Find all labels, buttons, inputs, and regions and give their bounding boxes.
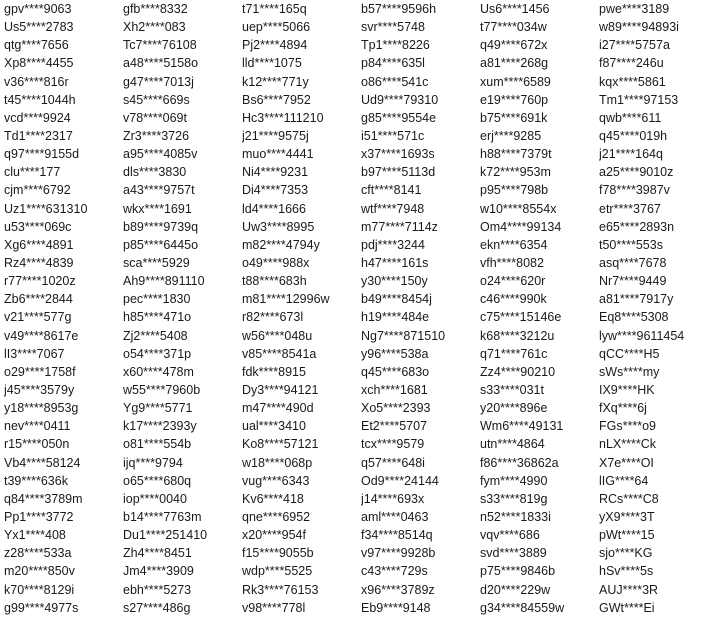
masked-entry: wkx****1691 [123, 201, 192, 216]
masked-entry: Dy3****94121 [242, 382, 319, 397]
masked-entry: Ud9****79310 [361, 92, 439, 107]
masked-entry: a43****9757t [123, 183, 195, 198]
masked-entry: RCs****C8 [599, 491, 659, 506]
masked-entry: y20****896e [480, 401, 548, 416]
masked-entry: muo****4441 [242, 147, 314, 162]
masked-entry: g85****9554e [361, 110, 437, 125]
masked-entry: v21****577g [4, 310, 72, 325]
masked-entry: s45****669s [123, 92, 190, 107]
masked-entry: f15****9055b [242, 546, 314, 561]
masked-entry: xch****1681 [361, 382, 428, 397]
masked-entry: o86****541c [361, 74, 429, 89]
masked-entry: sWs****my [599, 364, 660, 379]
masked-entry: svr****5748 [361, 20, 425, 35]
masked-entry: Us5****2783 [4, 20, 74, 35]
masked-entry: Ah9****891110 [123, 274, 205, 289]
masked-entry: f34****8514q [361, 528, 433, 543]
masked-entry: Xg6****4891 [4, 237, 74, 252]
masked-entry: n52****1833i [480, 509, 551, 524]
masked-entry: clu****177 [4, 165, 61, 180]
masked-entry: cjm****6792 [4, 183, 71, 198]
masked-entry: ebh****5273 [123, 582, 192, 597]
masked-entry: w18****068p [242, 455, 313, 470]
masked-entry: v49****8617e [4, 328, 79, 343]
masked-entry: Zz4****90210 [480, 364, 556, 379]
masked-entry: vug****6343 [242, 473, 310, 488]
masked-entry: c46****990k [480, 292, 547, 307]
masked-entry: s33****031t [480, 382, 544, 397]
masked-entry: h85****471o [123, 310, 192, 325]
masked-entry: Xo5****2393 [361, 401, 431, 416]
masked-entry: e65****2893n [599, 219, 675, 234]
masked-entry: e19****760p [480, 92, 549, 107]
masked-entry: Yg9****5771 [123, 401, 193, 416]
masked-entry: s33****819g [480, 491, 548, 506]
masked-entry: xum****6589 [480, 74, 551, 89]
masked-entry: u53****069c [4, 219, 72, 234]
masked-entry: Bs6****7952 [242, 92, 311, 107]
masked-entry: k72****953m [480, 165, 551, 180]
masked-entry: j45****3579y [4, 382, 75, 397]
masked-entry: etr****3767 [599, 201, 661, 216]
masked-entry: asq****7678 [599, 255, 667, 270]
masked-entry: Wm6****49131 [480, 419, 564, 434]
masked-entry: wdp****5525 [242, 564, 313, 579]
masked-entry: x37****1693s [361, 147, 435, 162]
masked-entry: nev****0411 [4, 419, 71, 434]
masked-entry: Nr7****9449 [599, 274, 667, 289]
masked-entry: tcx****9579 [361, 437, 425, 452]
masked-entry: Tp1****8226 [361, 38, 430, 53]
masked-entry: g99****4977s [4, 600, 79, 615]
masked-entry: b14****7763m [123, 509, 202, 524]
masked-entry: qne****6952 [242, 509, 311, 524]
masked-entry: r15****050n [4, 437, 70, 452]
masked-entry: Rz4****4839 [4, 255, 74, 270]
masked-entry: svd****3889 [480, 546, 547, 561]
masked-entry: Pp1****3772 [4, 509, 74, 524]
masked-entry: qwb****611 [599, 110, 662, 125]
masked-entry: p95****798b [480, 183, 549, 198]
masked-entry: a95****4085v [123, 147, 198, 162]
masked-entry: h88****7379t [480, 147, 552, 162]
masked-entry: t45****1044h [4, 92, 76, 107]
masked-entry: f78****3987v [599, 183, 670, 198]
masked-entry: q97****9155d [4, 147, 80, 162]
masked-entry: j14****693x [361, 491, 425, 506]
masked-entry: Ng7****871510 [361, 328, 446, 343]
masked-entry: Zj2****5408 [123, 328, 188, 343]
masked-entry: lyw****9611454 [599, 328, 685, 343]
masked-entry: qtg****7656 [4, 38, 69, 53]
masked-entry: Xh2****083 [123, 20, 186, 35]
masked-entry: vfh****8082 [480, 255, 544, 270]
masked-entry: pec****1830 [123, 292, 191, 307]
masked-entry: s27****486g [123, 600, 191, 615]
masked-entry: Du1****251410 [123, 528, 208, 543]
masked-entry: x60****478m [123, 364, 194, 379]
masked-entry: Pj2****4894 [242, 38, 308, 53]
masked-entry: x20****954f [242, 528, 306, 543]
masked-entry: r82****673l [242, 310, 304, 325]
masked-entry: pdj****3244 [361, 237, 425, 252]
masked-entry: Kv6****418 [242, 491, 304, 506]
masked-entry: dls****3830 [123, 165, 187, 180]
masked-entry: t71****165q [242, 2, 307, 16]
masked-entry: m81****12996w [242, 292, 330, 307]
masked-entry: lld****1075 [242, 56, 302, 71]
masked-entry: nLX****Ck [599, 437, 656, 452]
masked-entry: FGs****o9 [599, 419, 656, 434]
masked-entry: p75****9846b [480, 564, 556, 579]
masked-entry: AUJ****3R [599, 582, 659, 597]
masked-entry: o65****680q [123, 473, 192, 488]
masked-entry: x96****3789z [361, 582, 435, 597]
masked-entry: hSv****5s [599, 564, 654, 579]
masked-entry: gpv****9063 [4, 2, 72, 16]
masked-entry: sjo****KG [599, 546, 653, 561]
masked-entry: lIG****64 [599, 473, 649, 488]
masked-entry: t77****034w [480, 20, 547, 35]
masked-entry: a81****268g [480, 56, 549, 71]
masked-entry: kqx****5861 [599, 74, 666, 89]
masked-entry: f87****246u [599, 56, 664, 71]
masked-entry: k12****771y [242, 74, 309, 89]
masked-entry: q71****761c [480, 346, 548, 361]
masked-entry: p85****6445o [123, 237, 199, 252]
masked-entry: o81****554b [123, 437, 192, 452]
masked-entry: Rk3****76153 [242, 582, 319, 597]
masked-entry: c43****729s [361, 564, 428, 579]
masked-entry: a48****5158o [123, 56, 199, 71]
masked-entry: w55****7960b [123, 382, 201, 397]
masked-entry: b75****691k [480, 110, 548, 125]
masked-entry: k70****8129i [4, 582, 75, 597]
masked-entry: Zr3****3726 [123, 128, 190, 143]
masked-entry: m47****490d [242, 401, 314, 416]
masked-entry: m77****7114z [361, 219, 438, 234]
masked-entry: q45****019h [599, 128, 668, 143]
masked-entry: utn****4864 [480, 437, 545, 452]
masked-entry: iop****0040 [123, 491, 187, 506]
masked-entry: wtf****7948 [361, 201, 425, 216]
masked-entry: Eb9****9148 [361, 600, 431, 615]
credential-list [4, 0, 718, 617]
masked-entry: o29****1758f [4, 364, 76, 379]
masked-entry: b57****9596h [361, 2, 437, 16]
masked-entry: i27****5757a [599, 38, 670, 53]
masked-entry: t50****553s [599, 237, 663, 252]
masked-entry: m20****850v [4, 564, 75, 579]
masked-entry: Tm1****97153 [599, 92, 679, 107]
masked-entry: Vb4****58124 [4, 455, 81, 470]
masked-entry: q49****672x [480, 38, 548, 53]
masked-entry: v85****8541a [242, 346, 317, 361]
masked-entry: j21****9575j [242, 128, 309, 143]
masked-entry: Jm4****3909 [123, 564, 194, 579]
masked-entry: Om4****99134 [480, 219, 562, 234]
masked-entry: j21****164q [599, 147, 663, 162]
masked-entry: Tc7****76108 [123, 38, 197, 53]
masked-entry: lI3****7067 [4, 346, 65, 361]
masked-entry: i51****571c [361, 128, 425, 143]
masked-entry: d20****229w [480, 582, 551, 597]
masked-entry: Eq8****5308 [599, 310, 669, 325]
masked-entry: uep****5066 [242, 20, 311, 35]
masked-entry: X7e****OI [599, 455, 654, 470]
masked-entry: z28****533a [4, 546, 72, 561]
masked-entry: sca****5929 [123, 255, 190, 270]
masked-entry: b49****8454j [361, 292, 432, 307]
masked-entry: vcd****9924 [4, 110, 71, 125]
masked-entry: a81****7917y [599, 292, 674, 307]
masked-entry: erj****9285 [480, 128, 542, 143]
masked-entry: w56****048u [242, 328, 313, 343]
masked-entry: Xp8****4455 [4, 56, 74, 71]
masked-entry: cft****8141 [361, 183, 422, 198]
masked-entry: Zh4****8451 [123, 546, 192, 561]
masked-entry: o49****988x [242, 255, 310, 270]
masked-entry: m82****4794y [242, 237, 320, 252]
masked-entry: gfb****8332 [123, 2, 188, 16]
masked-entry: g47****7013j [123, 74, 194, 89]
masked-entry: q84****3789m [4, 491, 83, 506]
masked-entry: Td1****2317 [4, 128, 73, 143]
masked-entry: y30****150y [361, 274, 428, 289]
masked-entry: t88****683h [242, 274, 307, 289]
masked-entry: Zb6****2844 [4, 292, 73, 307]
masked-entry: q57****648i [361, 455, 425, 470]
masked-entry: fym****4990 [480, 473, 548, 488]
masked-entry: ekn****6354 [480, 237, 548, 252]
masked-entry: k68****3212u [480, 328, 555, 343]
masked-entry: IX9****HK [599, 382, 655, 397]
masked-entry: Us6****1456 [480, 2, 550, 16]
masked-entry: w89****94893i [599, 20, 679, 35]
masked-entry: b89****9739q [123, 219, 199, 234]
masked-entry: v97****9928b [361, 546, 436, 561]
masked-entry: pWt****15 [599, 528, 655, 543]
masked-entry: o54****371p [123, 346, 192, 361]
masked-entry: o24****620r [480, 274, 546, 289]
masked-entry: Od9****24144 [361, 473, 439, 488]
masked-entry: fXq****6j [599, 401, 647, 416]
masked-entry: h19****484e [361, 310, 430, 325]
masked-entry: Uz1****631310 [4, 201, 88, 216]
masked-entry: ual****3410 [242, 419, 306, 434]
masked-entry: h47****161s [361, 255, 429, 270]
masked-entry: ld4****1666 [242, 201, 306, 216]
masked-entry: t39****636k [4, 473, 68, 488]
masked-entry: Ko8****57121 [242, 437, 319, 452]
masked-entry: q45****683o [361, 364, 430, 379]
masked-entry: Et2****5707 [361, 419, 428, 434]
masked-entry: pwe****3189 [599, 2, 670, 16]
masked-entry: v98****778l [242, 600, 306, 615]
masked-entry: r77****1020z [4, 274, 76, 289]
masked-entry: yX9****3T [599, 509, 655, 524]
masked-entry: Hc3****111210 [242, 110, 324, 125]
masked-entry: v78****069t [123, 110, 187, 125]
masked-entry: Ni4****9231 [242, 165, 309, 180]
masked-entry: Uw3****8995 [242, 219, 315, 234]
masked-entry: aml****0463 [361, 509, 429, 524]
masked-entry: Di4****7353 [242, 183, 309, 198]
masked-entry: GWt****Ei [599, 600, 655, 615]
masked-entry: ijq****9794 [123, 455, 183, 470]
masked-entry: w10****8554x [480, 201, 557, 216]
masked-entry: Yx1****408 [4, 528, 66, 543]
masked-entry: f86****36862a [480, 455, 559, 470]
masked-entry: c75****15146e [480, 310, 562, 325]
masked-entry: vqv****686 [480, 528, 540, 543]
masked-entry: y96****538a [361, 346, 429, 361]
masked-entry: v36****816r [4, 74, 69, 89]
masked-entry: qCC****H5 [599, 346, 660, 361]
masked-entry: a25****9010z [599, 165, 674, 180]
masked-entry: fdk****8915 [242, 364, 306, 379]
masked-entry: g34****84559w [480, 600, 565, 615]
masked-entry: b97****5113d [361, 165, 436, 180]
masked-entry: y18****8953g [4, 401, 79, 416]
masked-entry: k17****2393y [123, 419, 197, 434]
masked-entry: p84****635l [361, 56, 425, 71]
